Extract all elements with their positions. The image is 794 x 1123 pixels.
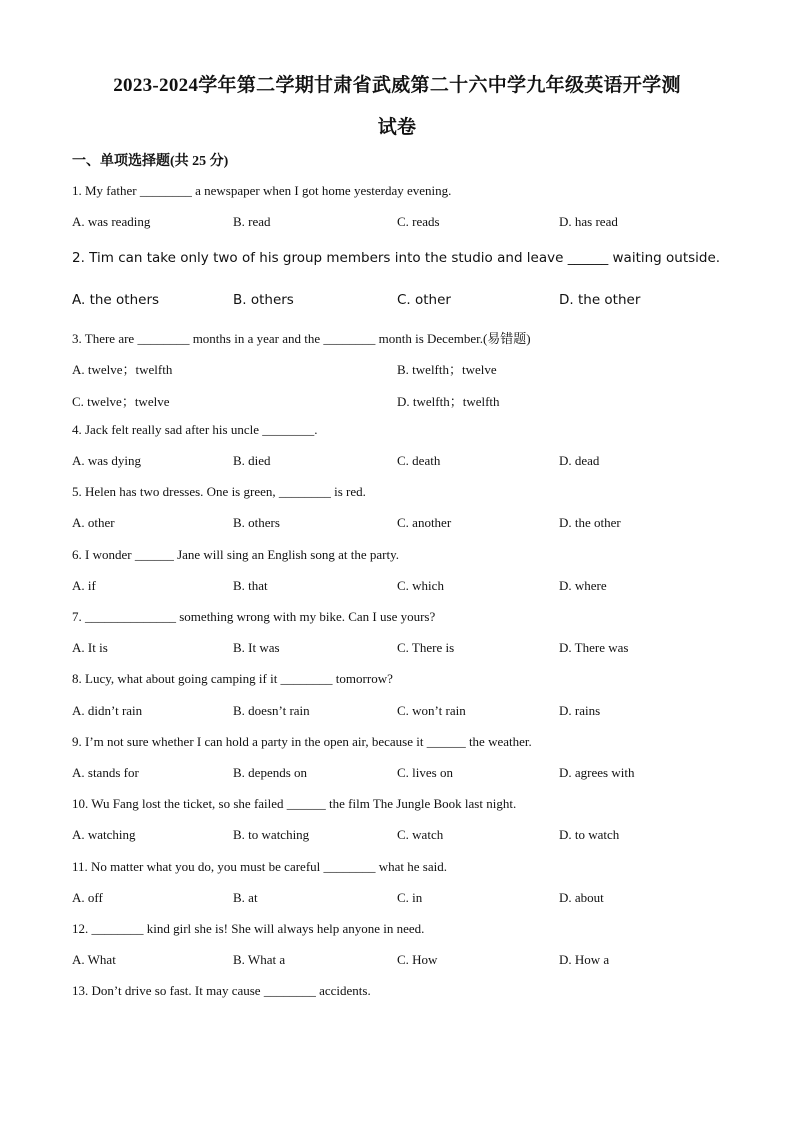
exam-title-continued: 试卷: [377, 117, 417, 138]
question-13: 13. Don’t drive so fast. It may cause ________ accidents.: [72, 983, 371, 998]
option-a: A. didn’t rain: [72, 703, 143, 718]
option-b: B. doesn’t rain: [233, 703, 310, 718]
option-d: D. How a: [559, 952, 610, 967]
question-8: 8. Lucy, what about going camping if it ________ tomorrow?: [72, 671, 393, 686]
option-b: B. others: [233, 292, 294, 308]
option-b: B. twelfth；twelve: [397, 362, 497, 377]
option-b: B. others: [233, 515, 280, 530]
option-b: B. What a: [233, 952, 286, 967]
question-7: 7. ______________ something wrong with my bike. Can I use yours?: [72, 609, 436, 624]
option-a: A. if: [72, 578, 96, 593]
option-a: A. twelve；twelfth: [72, 362, 173, 377]
option-d: D. There was: [559, 640, 629, 655]
option-d: D. agrees with: [559, 765, 635, 780]
option-b: B. at: [233, 890, 258, 905]
question-2: 2. Tim can take only two of his group members into the studio and leave ______ waiting outside.: [72, 250, 721, 266]
option-a: A. stands for: [72, 765, 139, 780]
question-11: 11. No matter what you do, you must be careful ________ what he said.: [72, 859, 447, 874]
option-a: A. watching: [72, 827, 136, 842]
option-d: D. the other: [559, 292, 641, 308]
option-c: C. death: [397, 453, 441, 468]
option-c: C. which: [397, 578, 444, 593]
option-c: C. in: [397, 890, 423, 905]
option-d: D. dead: [559, 453, 600, 468]
option-b: B. to watching: [233, 827, 310, 842]
option-b: B. depends on: [233, 765, 308, 780]
option-c: C. another: [397, 515, 452, 530]
option-d: D. to watch: [559, 827, 620, 842]
option-c: C. lives on: [397, 765, 453, 780]
option-b: B. read: [233, 214, 271, 229]
question-5: 5. Helen has two dresses. One is green, ________ is red.: [72, 484, 366, 499]
option-a: A. What: [72, 952, 116, 967]
question-4: 4. Jack felt really sad after his uncle ________.: [72, 422, 318, 437]
option-b: B. that: [233, 578, 268, 593]
option-b: B. It was: [233, 640, 280, 655]
option-c: C. reads: [397, 214, 440, 229]
option-a: A. was dying: [72, 453, 141, 468]
section-heading: 一、单项选择题(共 25 分): [72, 154, 229, 169]
option-b: B. died: [233, 453, 271, 468]
option-c: C. other: [397, 292, 451, 308]
option-d: D. the other: [559, 515, 621, 530]
option-d: D. about: [559, 890, 604, 905]
question-3: 3. There are ________ months in a year and the ________ month is December.(易错题): [72, 331, 531, 346]
option-c: C. watch: [397, 827, 444, 842]
option-c: C. How: [397, 952, 438, 967]
option-c: C. There is: [397, 640, 455, 655]
option-a: A. off: [72, 890, 103, 905]
question-6: 6. I wonder ______ Jane will sing an English song at the party.: [72, 547, 399, 562]
option-a: A. the others: [72, 292, 160, 308]
question-10: 10. Wu Fang lost the ticket, so she failed ______ the film The Jungle Book last night.: [72, 796, 517, 811]
option-d: D. rains: [559, 703, 601, 718]
exam-title: 2023-2024学年第二学期甘肃省武威第二十六中学九年级英语开学测: [113, 75, 681, 96]
option-d: D. where: [559, 578, 607, 593]
option-a: A. It is: [72, 640, 108, 655]
question-12: 12. ________ kind girl she is! She will always help anyone in need.: [72, 921, 425, 936]
option-a: A. other: [72, 515, 115, 530]
option-a: A. was reading: [72, 214, 151, 229]
question-9: 9. I’m not sure whether I can hold a party in the open air, because it ______ the weather.: [72, 734, 532, 749]
option-c: C. twelve；twelve: [72, 394, 170, 409]
option-d: D. has read: [559, 214, 618, 229]
option-d: D. twelfth；twelfth: [397, 394, 500, 409]
option-c: C. won’t rain: [397, 703, 466, 718]
question-1: 1. My father ________ a newspaper when I got home yesterday evening.: [72, 183, 452, 198]
